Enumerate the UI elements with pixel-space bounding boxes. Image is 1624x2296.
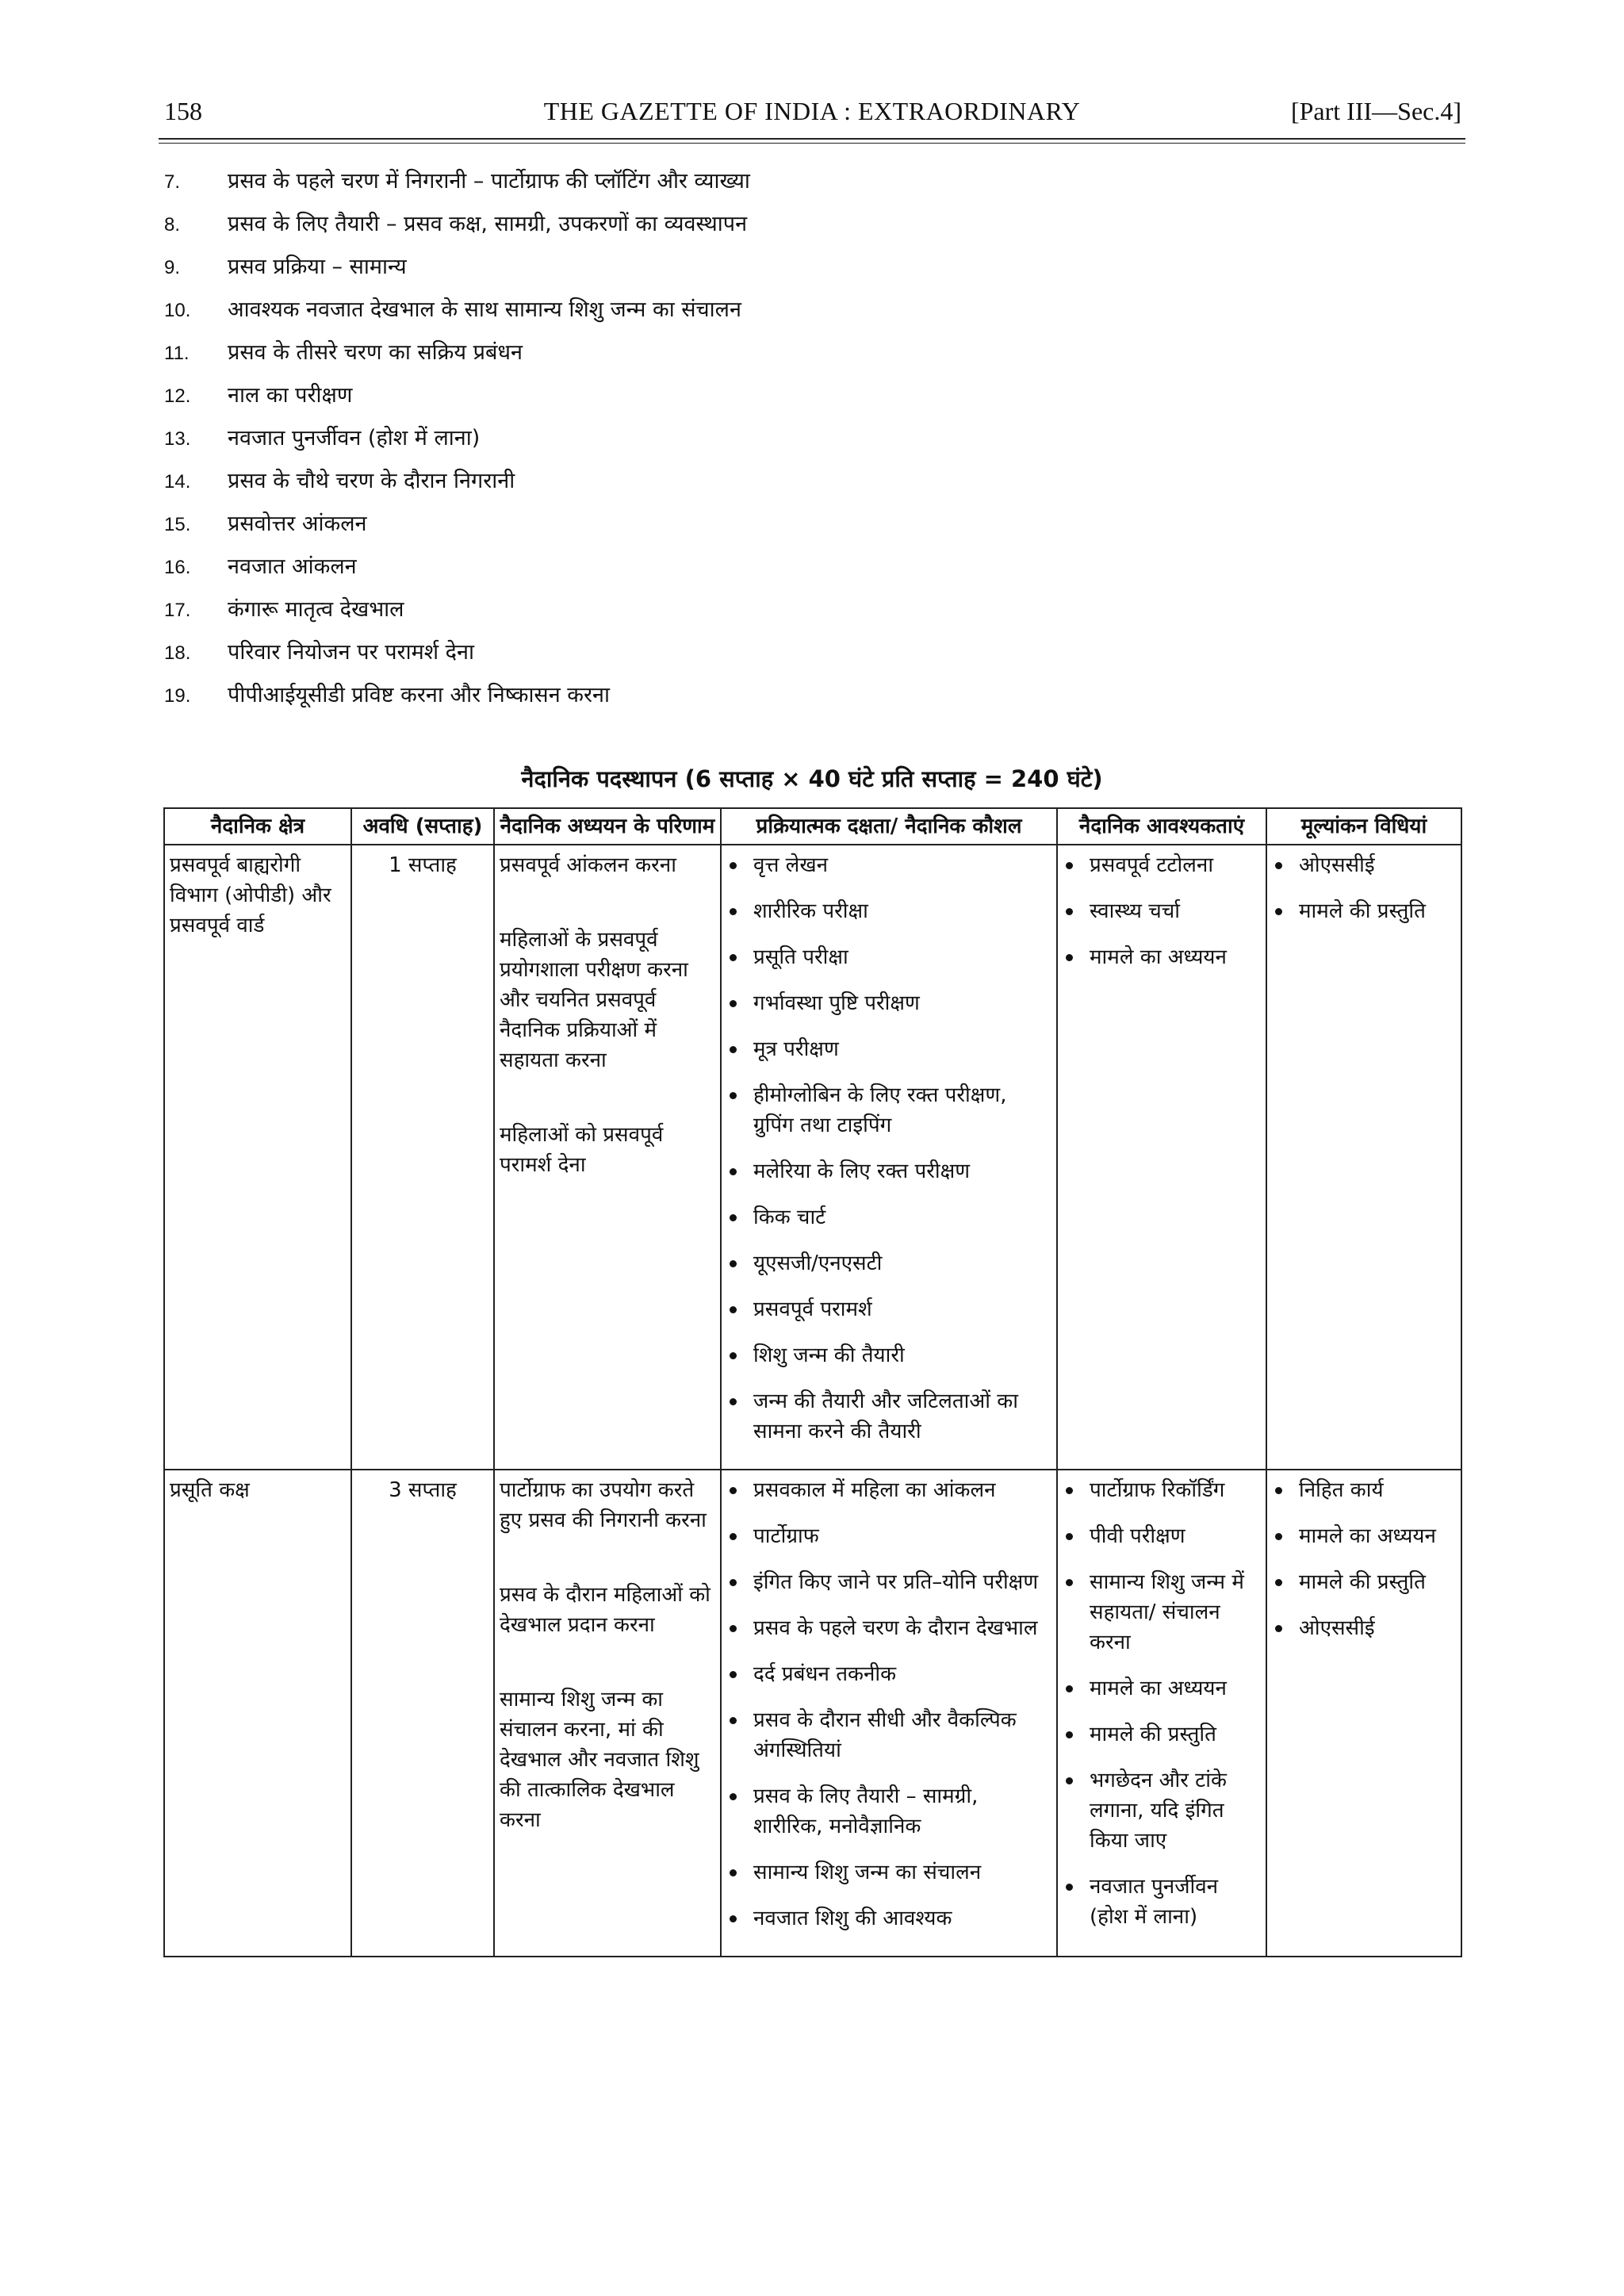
list-item <box>164 165 1274 208</box>
list-item-text: प्रसव के तीसरे चरण का सक्रिय प्रबंधन <box>228 340 523 365</box>
list-item <box>164 251 1274 293</box>
cell-procedural-skills <box>721 845 1057 1470</box>
list-item <box>164 336 1274 379</box>
skill-item: प्रसूति परीक्षा <box>726 942 1051 972</box>
list-item-number: 7. <box>164 171 181 193</box>
list-item-text: नवजात पुनर्जीवन (होश में लाना) <box>228 426 481 450</box>
list-item-number: 10. <box>164 300 191 321</box>
cell-clinical-area: प्रसवपूर्व बाह्यरोगी विभाग (ओपीडी) और प्रसवपूर्व वार्ड <box>164 845 351 1470</box>
list-item-text: प्रसव प्रक्रिया – सामान्य <box>228 255 407 279</box>
requirement-item: प्रसवपूर्व टटोलना <box>1063 850 1261 880</box>
header-procedural-skills: प्रक्रियात्मक दक्षता/ नैदानिक कौशल <box>721 808 1057 845</box>
cell-learning-outcomes <box>494 1470 721 1957</box>
evaluation-item: मामले की प्रस्तुति <box>1272 896 1456 926</box>
skill-item: मलेरिया के लिए रक्त परीक्षण <box>726 1156 1051 1186</box>
list-item <box>164 465 1274 508</box>
list-item-number: 8. <box>164 214 181 236</box>
header-duration: अवधि (सप्ताह) <box>351 808 494 845</box>
skill-item-list <box>726 1475 1051 1934</box>
list-item-text: प्रसव के चौथे चरण के दौरान निगरानी <box>228 469 515 493</box>
requirement-item: पार्टोग्राफ रिकॉर्डिंग <box>1063 1475 1261 1505</box>
skill-item: जन्म की तैयारी और जटिलताओं का सामना करने की तैयारी <box>726 1386 1051 1447</box>
requirement-item: मामले का अध्ययन <box>1063 942 1261 972</box>
list-item <box>164 636 1274 679</box>
clinical-posting-table <box>163 807 1462 1957</box>
requirement-item-list <box>1063 1475 1261 1932</box>
header-learning-outcomes: नैदानिक अध्ययन के परिणाम <box>494 808 721 845</box>
list-item-text: परिवार नियोजन पर परामर्श देना <box>228 640 474 665</box>
list-item-number: 11. <box>164 343 190 364</box>
skill-item: पार्टोग्राफ <box>726 1521 1051 1551</box>
skill-item: प्रसवपूर्व परामर्श <box>726 1294 1051 1324</box>
evaluation-item-list <box>1272 1475 1456 1643</box>
evaluation-item: ओएससीई <box>1272 1613 1456 1643</box>
learning-outcome: महिलाओं के प्रसवपूर्व प्रयोगशाला परीक्षण करना और चयनित प्रसवपूर्व नैदानिक प्रक्रियाओं में सहायता करना <box>500 928 688 1072</box>
requirement-item: पीवी परीक्षण <box>1063 1521 1261 1551</box>
list-item-number: 9. <box>164 257 181 278</box>
requirement-item-list <box>1063 850 1261 972</box>
list-item-text: नवजात आंकलन <box>228 554 357 579</box>
skill-item: प्रसवकाल में महिला का आंकलन <box>726 1475 1051 1505</box>
header-clinical-requirements: नैदानिक आवश्यकताएं <box>1057 808 1266 845</box>
list-item <box>164 679 1274 722</box>
skill-item: प्रसव के पहले चरण के दौरान देखभाल <box>726 1613 1051 1643</box>
page-header <box>163 97 1461 138</box>
list-item <box>164 422 1274 465</box>
skill-item: इंगित किए जाने पर प्रति–योनि परीक्षण <box>726 1567 1051 1597</box>
list-item-text: प्रसव के पहले चरण में निगरानी – पार्टोग्राफ की प्लॉटिंग और व्याख्या <box>228 169 750 194</box>
requirement-item: सामान्य शिशु जन्म में सहायता/ संचालन करना <box>1063 1567 1261 1658</box>
list-item-number: 13. <box>164 428 191 450</box>
cell-learning-outcomes <box>494 845 721 1470</box>
list-item-number: 17. <box>164 600 191 621</box>
list-item <box>164 593 1274 636</box>
skill-item: शारीरिक परीक्षा <box>726 896 1051 926</box>
skill-item: वृत्त लेखन <box>726 850 1051 880</box>
list-item-number: 16. <box>164 557 191 578</box>
learning-outcome: महिलाओं को प्रसवपूर्व परामर्श देना <box>500 1123 664 1177</box>
list-item-number: 19. <box>164 685 191 707</box>
learning-outcome: प्रसव के दौरान महिलाओं को देखभाल प्रदान करना <box>500 1583 710 1637</box>
skill-item: मूत्र परीक्षण <box>726 1034 1051 1064</box>
table-row <box>164 1470 1461 1957</box>
list-item-number: 15. <box>164 514 191 535</box>
list-item-text: प्रसव के लिए तैयारी – प्रसव कक्ष, सामग्री, उपकरणों का व्यवस्थापन <box>228 212 748 236</box>
cell-duration: 3 सप्ताह <box>351 1470 494 1957</box>
skill-item: गर्भावस्था पुष्टि परीक्षण <box>726 988 1051 1018</box>
skill-item-list <box>726 850 1051 1447</box>
list-item <box>164 550 1274 593</box>
list-item-text: कंगारू मातृत्व देखभाल <box>228 597 404 622</box>
numbered-skill-list <box>164 165 1274 722</box>
list-item-number: 18. <box>164 642 191 664</box>
cell-evaluation-methods <box>1266 1470 1461 1957</box>
list-item <box>164 508 1274 550</box>
requirement-item: स्वास्थ्य चर्चा <box>1063 896 1261 926</box>
list-item-text: प्रसवोत्तर आंकलन <box>228 512 367 536</box>
skill-item: सामान्य शिशु जन्म का संचालन <box>726 1857 1051 1888</box>
list-item <box>164 208 1274 251</box>
skill-item: प्रसव के दौरान सीधी और वैकल्पिक अंगस्थितियां <box>726 1705 1051 1765</box>
table-title: नैदानिक पदस्थापन (6 सप्ताह × 40 घंटे प्रति सप्ताह = 240 घंटे) <box>521 765 1103 792</box>
learning-outcome: सामान्य शिशु जन्म का संचालन करना, मां की देखभाल और नवजात शिशु की तात्कालिक देखभाल करना <box>500 1688 699 1832</box>
gazette-title: THE GAZETTE OF INDIA : EXTRAORDINARY <box>543 97 1081 125</box>
list-item-text: नाल का परीक्षण <box>228 383 353 408</box>
header-evaluation-methods: मूल्यांकन विधियां <box>1266 808 1461 845</box>
evaluation-item: मामले की प्रस्तुति <box>1272 1567 1456 1597</box>
cell-clinical-area: प्रसूति कक्ष <box>164 1470 351 1957</box>
list-item-number: 14. <box>164 471 191 493</box>
skill-item: प्रसव के लिए तैयारी – सामग्री, शारीरिक, मनोवैज्ञानिक <box>726 1781 1051 1842</box>
list-item <box>164 293 1274 336</box>
requirement-item: मामले की प्रस्तुति <box>1063 1719 1261 1750</box>
skill-item: दर्द प्रबंधन तकनीक <box>726 1659 1051 1689</box>
skill-item: शिशु जन्म की तैयारी <box>726 1340 1051 1370</box>
table-header-row <box>164 808 1461 845</box>
cell-duration: 1 सप्ताह <box>351 845 494 1470</box>
list-item-number: 12. <box>164 385 191 407</box>
page-number: 158 <box>164 97 202 125</box>
list-item-text: पीपीआईयूसीडी प्रविष्ट करना और निष्कासन करना <box>228 683 611 707</box>
evaluation-item: निहित कार्य <box>1272 1475 1456 1505</box>
header-clinical-area: नैदानिक क्षेत्र <box>164 808 351 845</box>
skill-item: किक चार्ट <box>726 1202 1051 1232</box>
cell-clinical-requirements <box>1057 845 1266 1470</box>
evaluation-item: मामले का अध्ययन <box>1272 1521 1456 1551</box>
skill-item: यूएसजी/एनएसटी <box>726 1248 1051 1278</box>
skill-item: नवजात शिशु की आवश्यक <box>726 1903 1051 1934</box>
header-rule-thin <box>159 143 1465 144</box>
header-rule-thick <box>159 138 1465 140</box>
requirement-item: नवजात पुनर्जीवन (होश में लाना) <box>1063 1872 1261 1932</box>
skill-item: हीमोग्लोबिन के लिए रक्त परीक्षण, ग्रुपिंग तथा टाइपिंग <box>726 1080 1051 1140</box>
list-item <box>164 379 1274 422</box>
cell-clinical-requirements <box>1057 1470 1266 1957</box>
part-section-label: [Part III—Sec.4] <box>1290 97 1461 125</box>
evaluation-item-list <box>1272 850 1456 926</box>
requirement-item: मामले का अध्ययन <box>1063 1673 1261 1704</box>
list-item-text: आवश्यक नवजात देखभाल के साथ सामान्य शिशु जन्म का संचालन <box>228 297 741 322</box>
evaluation-item: ओएससीई <box>1272 850 1456 880</box>
cell-evaluation-methods <box>1266 845 1461 1470</box>
cell-procedural-skills <box>721 1470 1057 1957</box>
requirement-item: भगछेदन और टांके लगाना, यदि इंगित किया जाए <box>1063 1765 1261 1856</box>
table-row <box>164 845 1461 1470</box>
learning-outcome: प्रसवपूर्व आंकलन करना <box>500 853 676 877</box>
learning-outcome: पार्टोग्राफ का उपयोग करते हुए प्रसव की निगरानी करना <box>500 1478 707 1532</box>
